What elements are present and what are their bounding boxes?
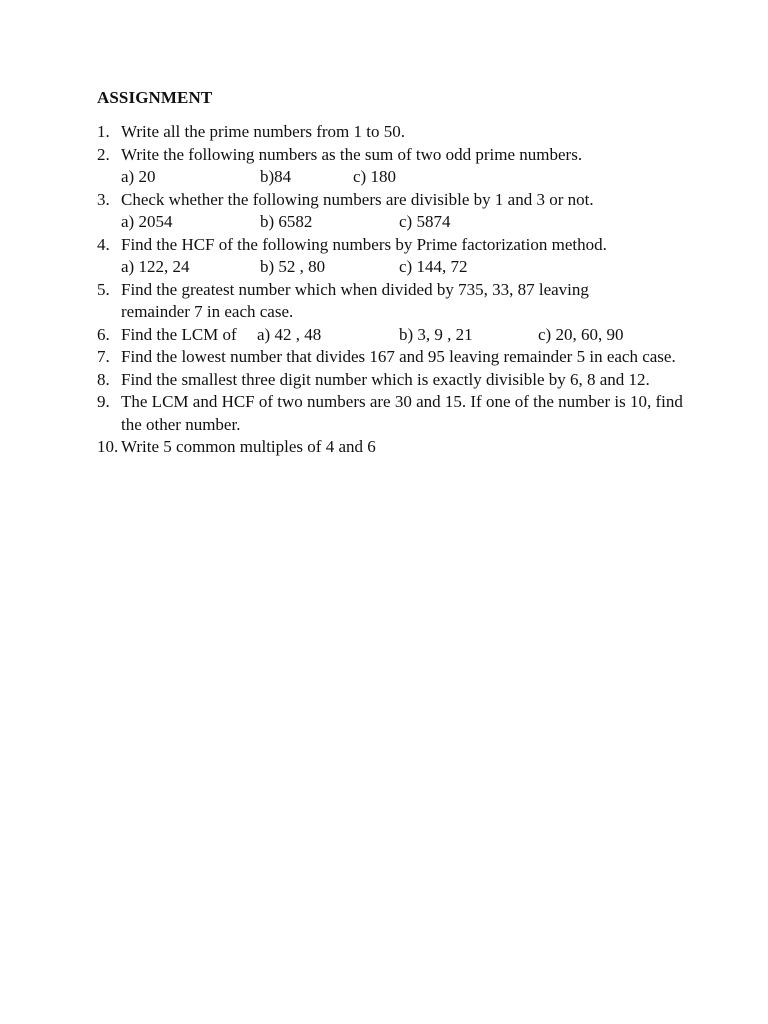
question-number: 9. [97,392,110,411]
question-text: Find the LCM of [121,324,237,344]
option-b: b)84 [260,167,292,186]
option-b: b) 3, 9 , 21 [399,324,473,344]
question-6 [97,324,697,347]
question-text: Find the greatest number which when divided by 735, 33, 87 leaving remainder 7 in each case. [121,279,589,321]
question-number: 8. [97,369,110,389]
question-4 [97,234,697,279]
question-2 [97,144,697,189]
question-list [97,121,697,459]
question-text: The LCM and HCF of two numbers are 30 and 15. If one of the number is 10, find the other number. [121,392,683,434]
option-row [121,256,697,279]
option-b: b) 6582 [260,212,313,231]
question-7 [97,346,697,369]
question-text: Find the lowest number that divides 167 and 95 leaving remainder 5 in each case. [121,347,676,366]
option-a: a) 122, 24 [121,257,190,276]
option-b: b) 52 , 80 [260,257,326,276]
option-c: c) 180 [353,167,396,186]
question-1 [97,121,697,144]
option-c: c) 5874 [399,212,451,231]
question-number: 3. [97,189,110,209]
question-number: 6. [97,324,110,344]
question-text: Write 5 common multiples of 4 and 6 [121,437,376,456]
question-3 [97,189,697,234]
assignment-title: ASSIGNMENT [97,88,213,107]
option-row [121,211,697,234]
question-text: Find the smallest three digit number which is exactly divisible by 6, 8 and 12. [121,369,650,389]
question-10 [97,436,697,459]
question-text: Write the following numbers as the sum of two odd prime numbers. [121,144,583,164]
question-text: Check whether the following numbers are divisible by 1 and 3 or not. [121,189,594,209]
option-c: c) 20, 60, 90 [538,324,624,344]
option-a: a) 20 [121,167,156,186]
question-number: 10. [97,437,119,456]
question-5 [97,279,697,324]
inline-options-line [121,324,697,347]
option-a: a) 2054 [121,212,173,231]
question-text: Find the HCF of the following numbers by Prime factorization method. [121,234,607,254]
question-number: 2. [97,144,110,164]
question-number: 1. [97,122,110,141]
option-c: c) 144, 72 [399,257,468,276]
question-number: 7. [97,347,110,366]
question-8 [97,369,697,392]
option-a: a) 42 , 48 [257,324,322,344]
option-row [121,166,697,189]
question-number: 5. [97,279,110,299]
question-text: Write all the prime numbers from 1 to 50. [121,122,405,141]
question-9 [97,391,697,436]
question-number: 4. [97,234,110,254]
